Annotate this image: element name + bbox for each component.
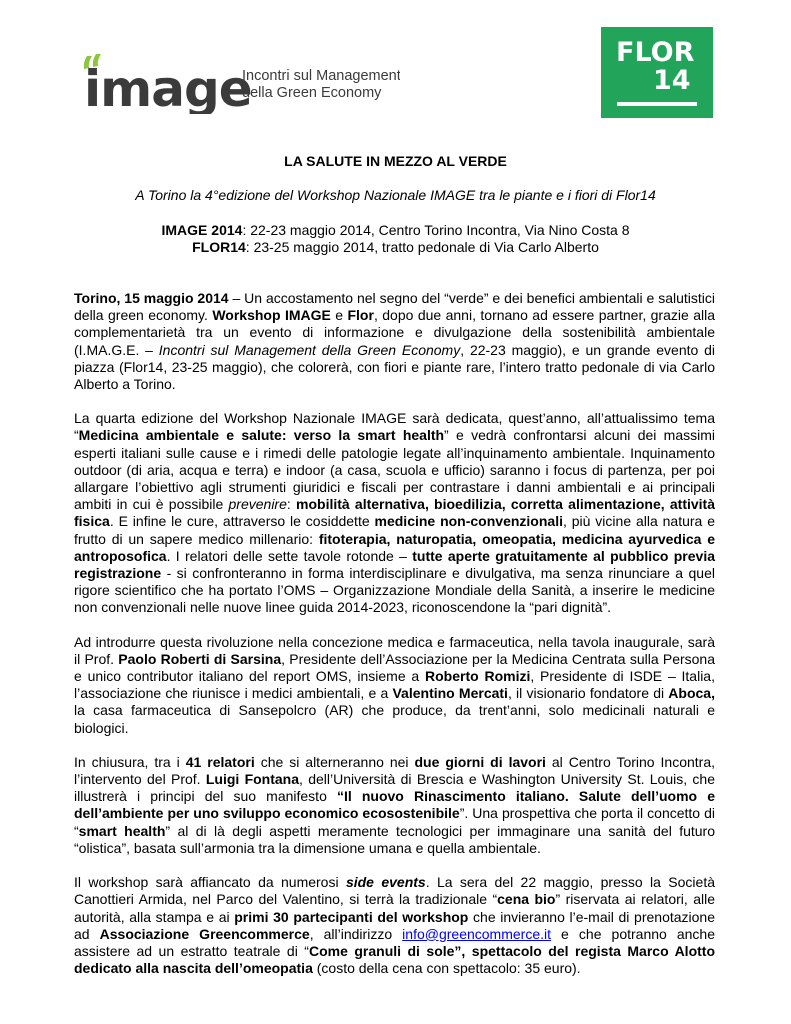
image-logo [80, 52, 400, 114]
image-logo-tagline-1: Incontri sul Management [242, 68, 400, 84]
text-span: due giorni di lavori [414, 753, 546, 770]
text-span: 41 relatori [185, 753, 255, 770]
text-span: , più vicine alla natura e frutto di un sapere medico millenario: [74, 513, 716, 547]
text-span: ”. Una prospettiva che porta il concetto di “ [74, 805, 716, 839]
text-span: – Un accostamento nel segno del “verde” e dei benefici ambientali e salutistici della green economy. [74, 290, 715, 324]
text-span: La quarta edizione del Workshop Nazionale IMAGE sarà dedicata, quest’anno, all’attualissimo tema “ [74, 410, 715, 444]
text-span: e [330, 307, 348, 324]
text-span: Come granuli di sole”, spettacolo del regista Marco Alotto dedicato alla nascita dell’omeopatia [74, 942, 716, 977]
event-flor-line [0, 239, 791, 256]
text-span: , dopo due anni, tornano ad essere partner, grazie alla complementarietà tra un evento di informazione e divulgazione della sostenibilità ambientale (I.MA.G.E. – [74, 307, 715, 358]
text-span: Luigi Fontana [205, 771, 300, 788]
text-span: . E infine le cure, attraverso le cosiddette [109, 513, 375, 530]
text-span: primi 30 partecipanti del workshop [234, 908, 469, 925]
text-span: , 22-23 maggio), e un grande evento di piazza (Flor14, 23-25 maggio), che colorerà, con fiori e piante rare, l’intero tratto pedonale di via Carlo Alberto a Torino. [74, 341, 716, 393]
text-span: ” riservata ai relatori, alle autorità, alla stampa e ai [74, 891, 716, 925]
text-span: che si alterneranno nei [254, 753, 415, 770]
text-span: Associazione Greencommerce [99, 925, 310, 942]
text-span: Workshop IMAGE [212, 307, 331, 324]
text-span: prevenire [228, 496, 287, 513]
document-subtitle: A Torino la 4°edizione del Workshop Nazionale IMAGE tra le piante e i fiori di Flor14 [135, 187, 656, 203]
text-span: Il workshop sarà affiancato da numerosi [74, 874, 346, 891]
text-span: Valentino Mercati [392, 685, 508, 702]
flor14-logo [601, 27, 713, 118]
text-span: , il visionario fondatore di [507, 685, 669, 702]
text-span: “Il nuovo Rinascimento italiano. Salute dell’uomo e dell’ambiente per uno sviluppo economico ecosostenibile [74, 788, 715, 822]
text-span: tutte aperte gratuitamente al pubblico previa registrazione [74, 547, 715, 582]
text-span: Incontri sul Management della Green Economy [158, 341, 461, 358]
event-flor-label: FLOR14 [192, 239, 246, 255]
text-span: side events [345, 874, 426, 891]
event-image-line [0, 222, 791, 239]
text-span: , Presidente dell’Associazione per la Medicina Centrata sulla Persona e unico contributor italiano del report OMS, insieme a [74, 650, 715, 685]
image-logo-word: image [84, 60, 252, 114]
text-span: ” e vedrà confrontarsi alcuni dei massimi esperti italiani sulle cause e i rimedi delle patologie legate all’inquinamento ambientale. Inquinamento outdoor (di aria, acqua e terra) e indoor (a casa, scuola e ufficio) saranno i focus di partenza, per poi allargare l’obiettivo agli strumenti giuridici e fiscali per contrastare i danni ambientali e ai principali ambiti in cui è possibile [74, 427, 715, 513]
text-span: Roberto Romizi [425, 668, 531, 685]
text-span: Aboca, [668, 685, 715, 702]
image-logo-graphic [80, 52, 400, 114]
event-flor-text: : 23-25 maggio 2014, tratto pedonale di Via Carlo Alberto [245, 239, 599, 255]
email-link[interactable]: info@greencommerce.it [402, 925, 551, 942]
event-image-label: IMAGE 2014 [161, 222, 243, 238]
text-span: ” al di là degli aspetti meramente tecnologici per immaginare una sanità del futuro “olistica”, basata sull’armonia tra la dimensione umana e quella ambientale. [74, 822, 715, 856]
paragraph-intro [74, 290, 715, 393]
document-title: LA SALUTE IN MEZZO AL VERDE [284, 153, 507, 169]
event-image-text: : 22-23 maggio 2014, Centro Torino Incontra, Via Nino Costa 8 [242, 222, 630, 238]
paragraph-side-events [74, 874, 715, 977]
text-span: . I relatori delle sette tavole rotonde – [166, 547, 413, 564]
flor14-logo-underline [617, 102, 697, 106]
flor14-logo-line2: 14 [653, 65, 691, 96]
paragraph-speakers [74, 634, 715, 737]
text-span: cena bio [497, 891, 556, 908]
text-span: (costo della cena con spettacolo: 35 euro). [312, 960, 581, 977]
text-span: che invieranno l’e-mail di prenotazione ad [74, 908, 716, 942]
event-details [0, 222, 791, 256]
flor14-logo-graphic [601, 27, 713, 118]
text-span: medicine non-convenzionali [374, 513, 563, 530]
flor14-logo-line1: FLOR [616, 37, 695, 68]
text-span: , dell’Università di Brescia e Washington University St. Louis, che illustrerà i principi del suo manifesto [74, 771, 715, 805]
text-span: Ad introdurre questa rivoluzione nella concezione medica e farmaceutica, nella tavola inaugurale, sarà il Prof. [74, 633, 715, 667]
paragraph-topic [74, 410, 715, 616]
text-span: Torino, 15 maggio 2014 [74, 290, 229, 306]
text-span: la casa farmaceutica di Sansepolcro (AR) che produce, da trent’anni, solo medicinali naturali e biologici. [74, 702, 715, 736]
document-body [74, 290, 715, 994]
text-span: smart health [78, 822, 166, 839]
text-span: , Presidente di ISDE – Italia, l’associazione che riunisce i medici ambientali, e a [74, 668, 715, 702]
text-span: Flor [347, 307, 374, 324]
text-span: : [286, 496, 297, 513]
text-span: mobilità alternativa, bioedilizia, corretta alimentazione, attività fisica [74, 496, 716, 530]
text-span: e che potranno anche assistere ad un estratto teatrale di “ [74, 925, 716, 959]
text-span: al Centro Torino Incontra, l’intervento del Prof. [74, 753, 715, 788]
text-span: , all’indirizzo [309, 925, 403, 942]
text-span: - si confronteranno in forma interdisciplinare e divulgativa, ma senza rinunciare a quel rigore scientifico che ha portato l’OMS – Organizzazione Mondiale della Sanità, a inserire le medicine non convenzionali nelle nuove linee guida 2014-2023, riconoscendone la “pari dignità”. [74, 565, 715, 616]
text-span: fitoterapia, naturopatia, omeopatia, medicina ayurvedica e antroposofica [74, 530, 716, 564]
text-span: In chiusura, tra i [74, 753, 186, 770]
text-span: . La sera del 22 maggio, presso la Società Canottieri Armida, nel Parco del Valentino, si terrà la tradizionale “ [74, 874, 715, 908]
text-span: Medicina ambientale e salute: verso la smart health [78, 427, 445, 444]
image-logo-tagline-2: della Green Economy [242, 85, 382, 101]
paragraph-closing [74, 754, 715, 857]
text-span: Paolo Roberti di Sarsina [118, 650, 282, 667]
